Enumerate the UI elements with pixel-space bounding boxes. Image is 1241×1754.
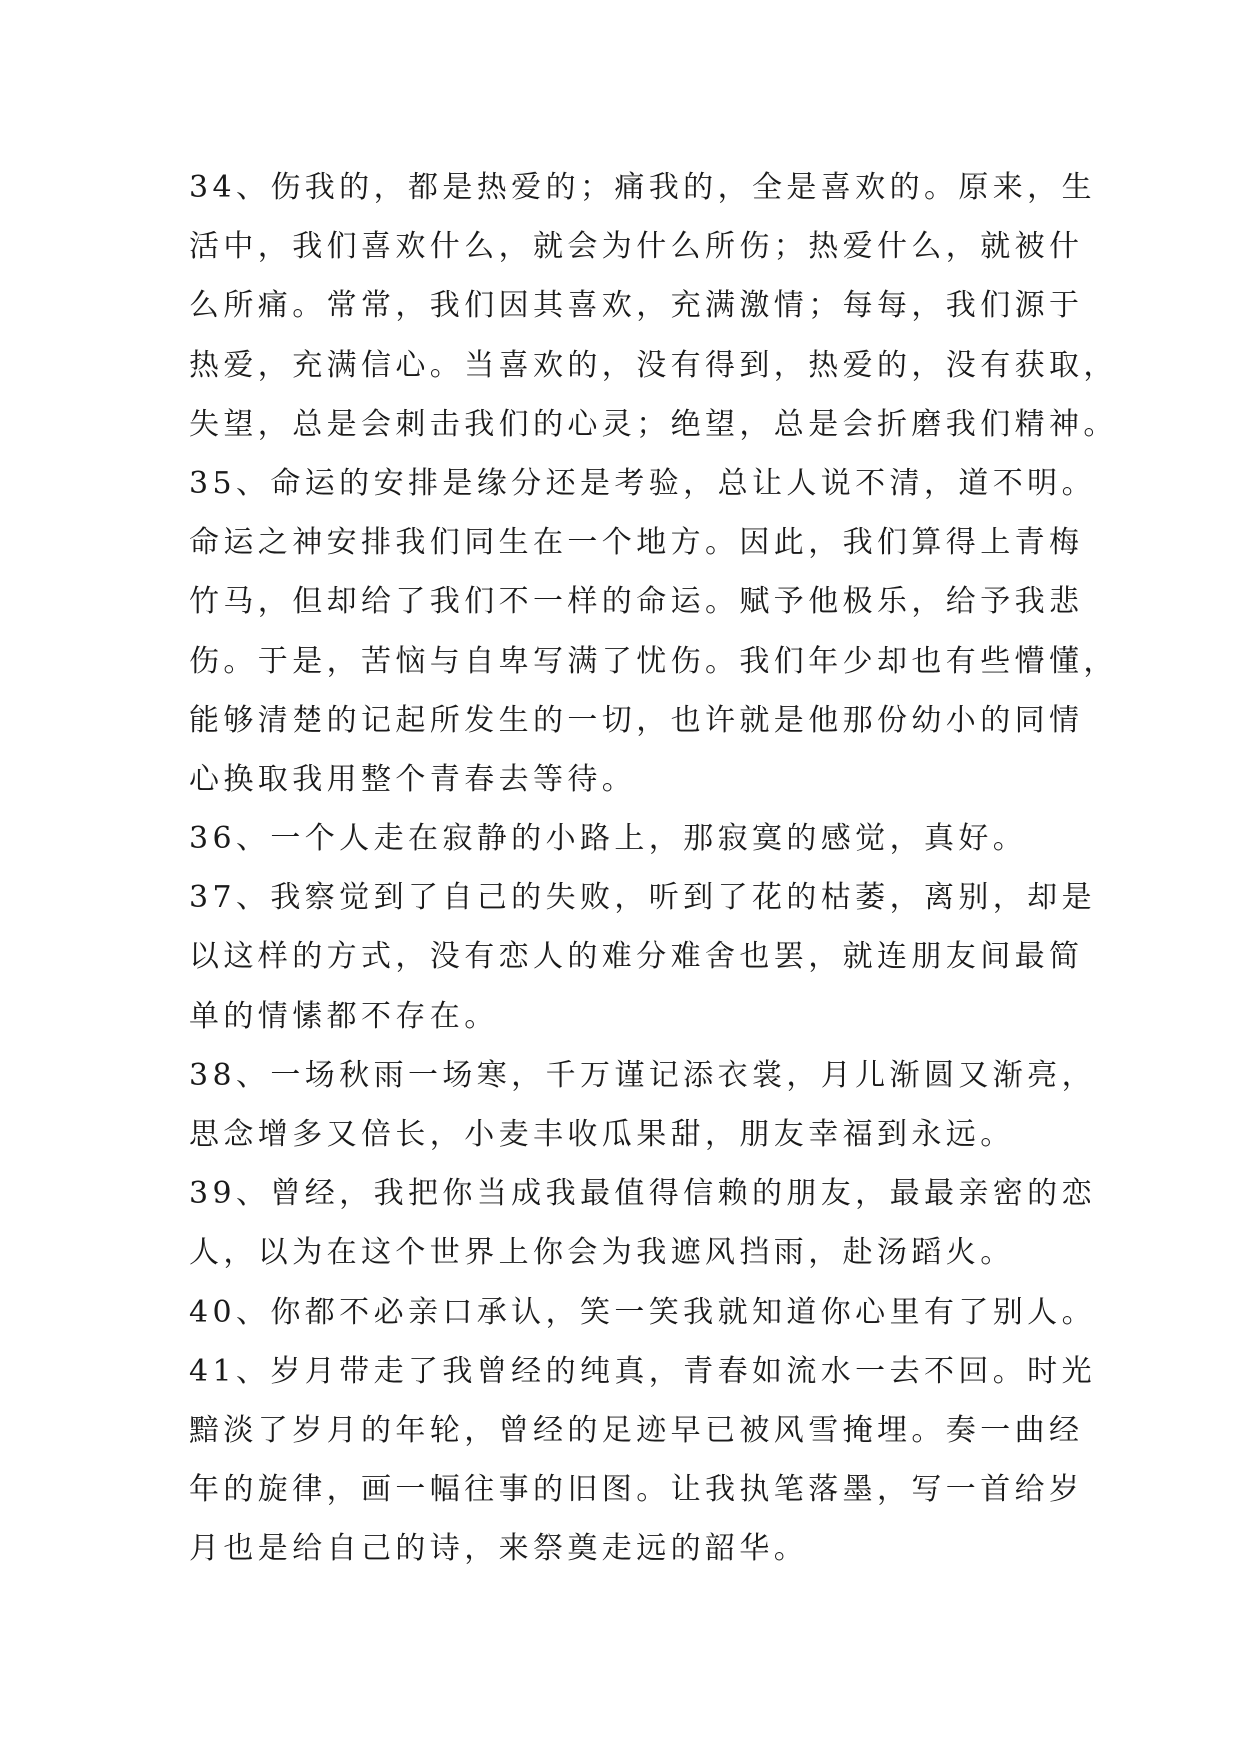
text-line: 34、伤我的，都是热爱的；痛我的，全是喜欢的。原来，生	[189, 170, 1096, 205]
text-line: 失望，总是会刺击我们的心灵；绝望，总是会折磨我们精神。	[189, 406, 1118, 442]
text-line: 黯淡了岁月的年轮，曾经的足迹早已被风雪掩埋。奏一曲经	[189, 1412, 1084, 1448]
text-line: 35、命运的安排是缘分还是考验，总让人说不清，道不明。	[189, 465, 1096, 501]
text-line: 思念增多又倍长，小麦丰收瓜果甜，朋友幸福到永远。	[189, 1117, 1015, 1152]
text-line: 38、一场秋雨一场寒，千万谨记添衣裳，月儿渐圆又渐亮，	[189, 1057, 1096, 1093]
text-line: 单的情愫都不存在。	[189, 998, 499, 1034]
text-line: 年的旋律，画一幅往事的旧图。让我执笔落墨，写一首给岁	[189, 1472, 1084, 1508]
text-line: 命运之神安排我们同生在一个地方。因此，我们算得上青梅	[189, 525, 1084, 561]
text-line: 37、我察觉到了自己的失败，听到了花的枯萎，离别，却是	[189, 880, 1096, 916]
text-line: 40、你都不必亲口承认，笑一笑我就知道你心里有了别人。	[189, 1294, 1096, 1330]
document-body	[189, 158, 1118, 1579]
text-line: 41、岁月带走了我曾经的纯真，青春如流水一去不回。时光	[189, 1353, 1096, 1389]
text-line: 竹马，但却给了我们不一样的命运。赋予他极乐，给予我悲	[189, 584, 1084, 620]
text-line: 伤。于是，苦恼与自卑写满了忧伤。我们年少却也有些懵懂，	[189, 643, 1118, 679]
text-line: 能够清楚的记起所发生的一切，也许就是他那份幼小的同情	[189, 702, 1084, 738]
text-line: 36、一个人走在寂静的小路上，那寂寞的感觉，真好。	[189, 821, 1028, 857]
text-line: 以这样的方式，没有恋人的难分难舍也罢，就连朋友间最简	[189, 939, 1084, 975]
text-line: 热爱，充满信心。当喜欢的，没有得到，热爱的，没有获取，	[189, 347, 1118, 383]
text-line: 月也是给自己的诗，来祭奠走远的韶华。	[189, 1531, 809, 1567]
text-line: 活中，我们喜欢什么，就会为什么所伤；热爱什么，就被什	[189, 229, 1084, 265]
text-line: 么所痛。常常，我们因其喜欢，充满激情；每每，我们源于	[189, 288, 1084, 324]
text-line: 人，以为在这个世界上你会为我遮风挡雨，赴汤蹈火。	[189, 1235, 1015, 1271]
text-line: 心换取我用整个青春去等待。	[189, 761, 637, 797]
text-line: 39、曾经，我把你当成我最值得信赖的朋友，最最亲密的恋	[189, 1176, 1096, 1212]
